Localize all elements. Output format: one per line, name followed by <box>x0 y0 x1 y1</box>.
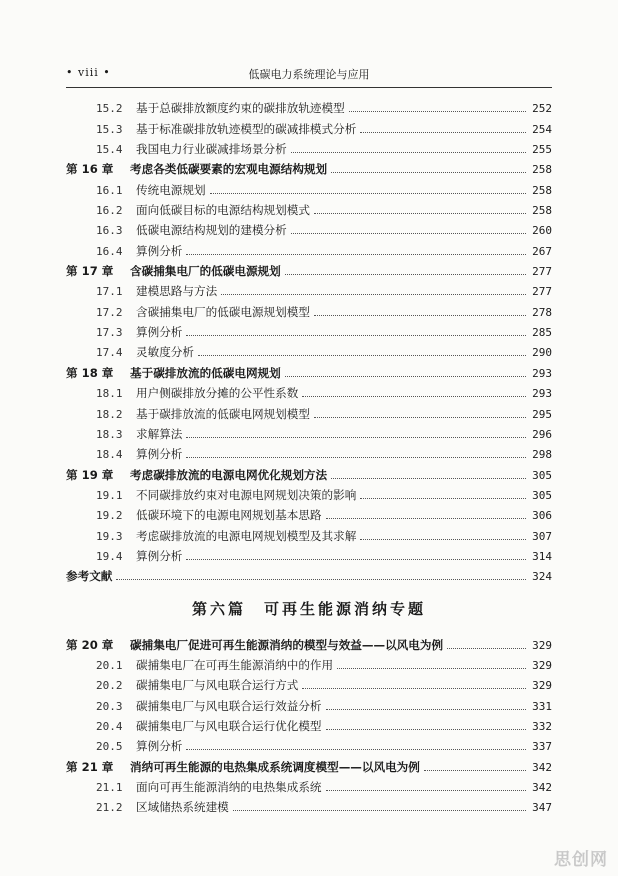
section-number: 16.2 <box>96 204 123 218</box>
section-number: 17.3 <box>96 326 123 340</box>
entry-title: 含碳捕集电厂的低碳电源规划模型 <box>136 304 310 319</box>
entry-title: 碳捕集电厂与风电联合运行效益分析 <box>136 698 322 713</box>
section-number: 19.4 <box>96 549 123 563</box>
entry-page-number: 252 <box>532 102 552 116</box>
section-number: 16.4 <box>96 244 123 258</box>
entry-title: 低碳电源结构规划的建模分析 <box>136 223 287 238</box>
entry-page-number: 347 <box>532 801 552 815</box>
section-number: 21.1 <box>96 781 123 794</box>
entry-page-number: 290 <box>532 346 552 360</box>
chapter-number: 第 17 章 <box>66 264 114 279</box>
entry-page-number: 306 <box>532 509 552 523</box>
entry-page-number: 329 <box>532 679 552 693</box>
entry-title: 低碳环境下的电源电网规划基本思路 <box>136 508 322 523</box>
entry-title: 灵敏度分析 <box>136 345 194 360</box>
entry-page-number: 258 <box>532 183 552 197</box>
dot-leader <box>314 315 526 316</box>
entry-title: 求解算法 <box>136 426 183 441</box>
entry-title: 含碳捕集电厂的低碳电源规划 <box>130 264 281 279</box>
toc-section-entry[interactable] <box>66 96 552 116</box>
dot-leader <box>447 648 526 649</box>
toc-section-entry[interactable] <box>66 381 552 401</box>
watermark-logo: 思创网 <box>554 850 608 870</box>
dot-leader <box>314 213 526 214</box>
toc-section-entry[interactable] <box>66 673 552 693</box>
section-number: 20.1 <box>96 658 123 672</box>
entry-title: 基于总碳排放额度约束的碳排放轨迹模型 <box>136 101 345 116</box>
entry-page-number: 342 <box>532 781 552 794</box>
dot-leader <box>186 457 526 458</box>
entry-title: 基于标准碳排放轨迹模型的碳减排模式分析 <box>136 121 357 136</box>
entry-page-number: 254 <box>532 122 552 136</box>
entry-title: 用户侧碳排放分摊的公平性系数 <box>136 386 299 401</box>
section-number: 16.1 <box>96 183 123 197</box>
dot-leader <box>424 770 526 771</box>
entry-title: 算例分析 <box>136 243 183 258</box>
section-number: 15.2 <box>96 102 123 116</box>
entry-title: 考虑碳排放流的电源电网优化规划方法 <box>130 467 328 482</box>
page-header <box>66 62 552 84</box>
entry-title: 面向低碳目标的电源结构规划模式 <box>136 203 310 218</box>
entry-page-number: 314 <box>532 549 552 563</box>
dot-leader <box>186 254 526 255</box>
entry-page-number: 305 <box>532 468 552 482</box>
toc-section-entry[interactable] <box>66 299 552 319</box>
dot-leader <box>186 437 526 438</box>
entry-page-number: 293 <box>532 387 552 401</box>
section-number: 20.4 <box>96 719 123 733</box>
entry-title: 消纳可再生能源的电热集成系统调度模型——以风电为例 <box>130 759 420 774</box>
entry-page-number: 295 <box>532 407 552 421</box>
dot-leader <box>331 172 526 173</box>
toc-section-entry[interactable] <box>66 401 552 421</box>
dot-leader <box>360 498 526 499</box>
dot-leader <box>331 478 526 479</box>
toc-section-entry[interactable] <box>66 137 552 157</box>
chapter-number: 第 16 章 <box>66 162 114 177</box>
entry-page-number: 329 <box>532 638 552 652</box>
dot-leader <box>221 294 526 295</box>
toc-section-entry[interactable] <box>66 653 552 673</box>
dot-leader <box>291 152 526 153</box>
chapter-number: 第 18 章 <box>66 365 114 380</box>
toc-section-entry[interactable] <box>66 218 552 238</box>
toc-section-entry[interactable] <box>66 795 552 815</box>
toc-section-entry[interactable] <box>66 693 552 713</box>
entry-page-number: 332 <box>532 719 552 733</box>
dot-leader <box>291 233 526 234</box>
entry-page-number: 277 <box>532 285 552 299</box>
dot-leader <box>360 539 526 540</box>
entry-page-number: 278 <box>532 305 552 319</box>
chapter-number: 第 19 章 <box>66 467 114 482</box>
section-number: 17.4 <box>96 346 123 360</box>
dot-leader <box>186 335 526 336</box>
toc-section-entry[interactable] <box>66 714 552 734</box>
toc-chapter-entry[interactable] <box>66 462 552 482</box>
entry-page-number: 260 <box>532 224 552 238</box>
section-number: 17.1 <box>96 285 123 299</box>
entry-title: 建模思路与方法 <box>136 284 218 299</box>
section-number: 15.3 <box>96 122 123 136</box>
dot-leader <box>302 396 526 397</box>
entry-page-number: 255 <box>532 143 552 157</box>
dot-leader <box>326 709 526 710</box>
entry-title: 面向可再生能源消纳的电热集成系统 <box>136 780 322 794</box>
entry-page-number: 331 <box>532 699 552 713</box>
section-number: 20.5 <box>96 740 123 754</box>
entry-page-number: 337 <box>532 740 552 754</box>
running-title: 低碳电力系统理论与应用 <box>248 68 370 81</box>
dot-leader <box>186 559 526 560</box>
toc-chapter-entry[interactable] <box>66 754 552 774</box>
toc-section-entry[interactable] <box>66 198 552 218</box>
entry-title: 我国电力行业碳减排场景分析 <box>136 142 287 157</box>
toc-section-entry[interactable] <box>66 544 552 564</box>
dot-leader <box>326 790 526 791</box>
section-number: 19.2 <box>96 509 123 523</box>
entry-page-number: 298 <box>532 448 552 462</box>
toc-section-entry[interactable] <box>66 775 552 795</box>
toc-chapter-entry[interactable] <box>66 259 552 279</box>
entry-page-number: 258 <box>532 163 552 177</box>
dot-leader <box>285 376 526 377</box>
section-number: 18.3 <box>96 427 123 441</box>
dot-leader <box>233 810 526 811</box>
dot-leader <box>349 111 526 112</box>
section-number: 18.4 <box>96 448 123 462</box>
entry-title: 碳捕集电厂与风电联合运行方式 <box>136 678 299 693</box>
toc-entries-top <box>66 96 552 584</box>
dot-leader <box>186 749 526 750</box>
toc-section-entry[interactable] <box>66 422 552 442</box>
entry-title: 考虑碳排放流的电源电网规划模型及其求解 <box>136 528 357 543</box>
toc-section-entry[interactable] <box>66 238 552 258</box>
toc-entries-bottom <box>66 632 552 815</box>
dot-leader <box>326 729 526 730</box>
toc-section-entry[interactable] <box>66 442 552 462</box>
section-number: 17.2 <box>96 305 123 319</box>
entry-title: 碳捕集电厂与风电联合运行优化模型 <box>136 718 322 733</box>
dot-leader <box>302 688 526 689</box>
chapter-number: 第 20 章 <box>66 637 114 652</box>
toc-chapter-entry[interactable] <box>66 360 552 380</box>
section-number: 19.1 <box>96 488 123 502</box>
entry-page-number: 277 <box>532 265 552 279</box>
entry-title: 基于碳排放流的低碳电网规划模型 <box>136 406 310 421</box>
dot-leader <box>337 668 526 669</box>
toc-section-entry[interactable] <box>66 320 552 340</box>
entry-title: 算例分析 <box>136 739 183 754</box>
toc-section-entry[interactable] <box>66 483 552 503</box>
section-number: 20.3 <box>96 699 123 713</box>
entry-title: 碳捕集电厂在可再生能源消纳中的作用 <box>136 657 334 672</box>
entry-title: 碳捕集电厂促进可再生能源消纳的模型与效益——以风电为例 <box>130 637 444 652</box>
dot-leader <box>314 417 526 418</box>
section-number: 20.2 <box>96 679 123 693</box>
entry-page-number: 342 <box>532 760 552 774</box>
section-number: 18.2 <box>96 407 123 421</box>
header-rule <box>66 87 552 88</box>
entry-title: 考虑各类低碳要素的宏观电源结构规划 <box>130 162 328 177</box>
dot-leader <box>326 518 526 519</box>
toc-section-entry[interactable] <box>66 340 552 360</box>
entry-page-number: 329 <box>532 658 552 672</box>
entry-page-number: 305 <box>532 488 552 502</box>
entry-page-number: 296 <box>532 427 552 441</box>
section-number: 15.4 <box>96 143 123 157</box>
section-number: 18.1 <box>96 387 123 401</box>
dot-leader <box>116 579 526 580</box>
section-number: 21.2 <box>96 801 123 815</box>
entry-page-number: 267 <box>532 244 552 258</box>
entry-title: 区域储热系统建模 <box>136 800 229 815</box>
entry-page-number: 307 <box>532 529 552 543</box>
entry-page-number: 324 <box>532 570 552 584</box>
part-title: 第六篇 可再生能源消纳专题 <box>191 599 426 618</box>
dot-leader <box>210 193 526 194</box>
toc-section-entry[interactable] <box>66 279 552 299</box>
entry-page-number: 285 <box>532 326 552 340</box>
entry-page-number: 258 <box>532 204 552 218</box>
toc-section-entry[interactable] <box>66 503 552 523</box>
toc-section-entry[interactable] <box>66 523 552 543</box>
dot-leader <box>285 274 526 275</box>
entry-title: 算例分析 <box>136 447 183 462</box>
page-number-label: • viii • <box>66 66 111 79</box>
dot-leader <box>360 132 526 133</box>
toc-section-entry[interactable] <box>66 116 552 136</box>
section-number: 16.3 <box>96 224 123 238</box>
entry-title: 传统电源规划 <box>136 182 206 197</box>
entry-title: 算例分析 <box>136 325 183 340</box>
toc-section-entry[interactable] <box>66 734 552 754</box>
chapter-number: 第 21 章 <box>66 759 114 774</box>
toc-chapter-entry[interactable] <box>66 632 552 652</box>
table-of-contents <box>66 96 552 815</box>
toc-chapter-entry[interactable] <box>66 157 552 177</box>
toc-references-entry[interactable] <box>66 564 552 584</box>
entry-page-number: 293 <box>532 366 552 380</box>
toc-section-entry[interactable] <box>66 177 552 197</box>
section-number: 19.3 <box>96 529 123 543</box>
entry-title: 基于碳排放流的低碳电网规划 <box>130 365 281 380</box>
dot-leader <box>198 355 526 356</box>
entry-title: 算例分析 <box>136 548 183 563</box>
entry-title: 参考文献 <box>66 569 113 584</box>
entry-title: 不同碳排放约束对电源电网规划决策的影响 <box>136 487 357 502</box>
